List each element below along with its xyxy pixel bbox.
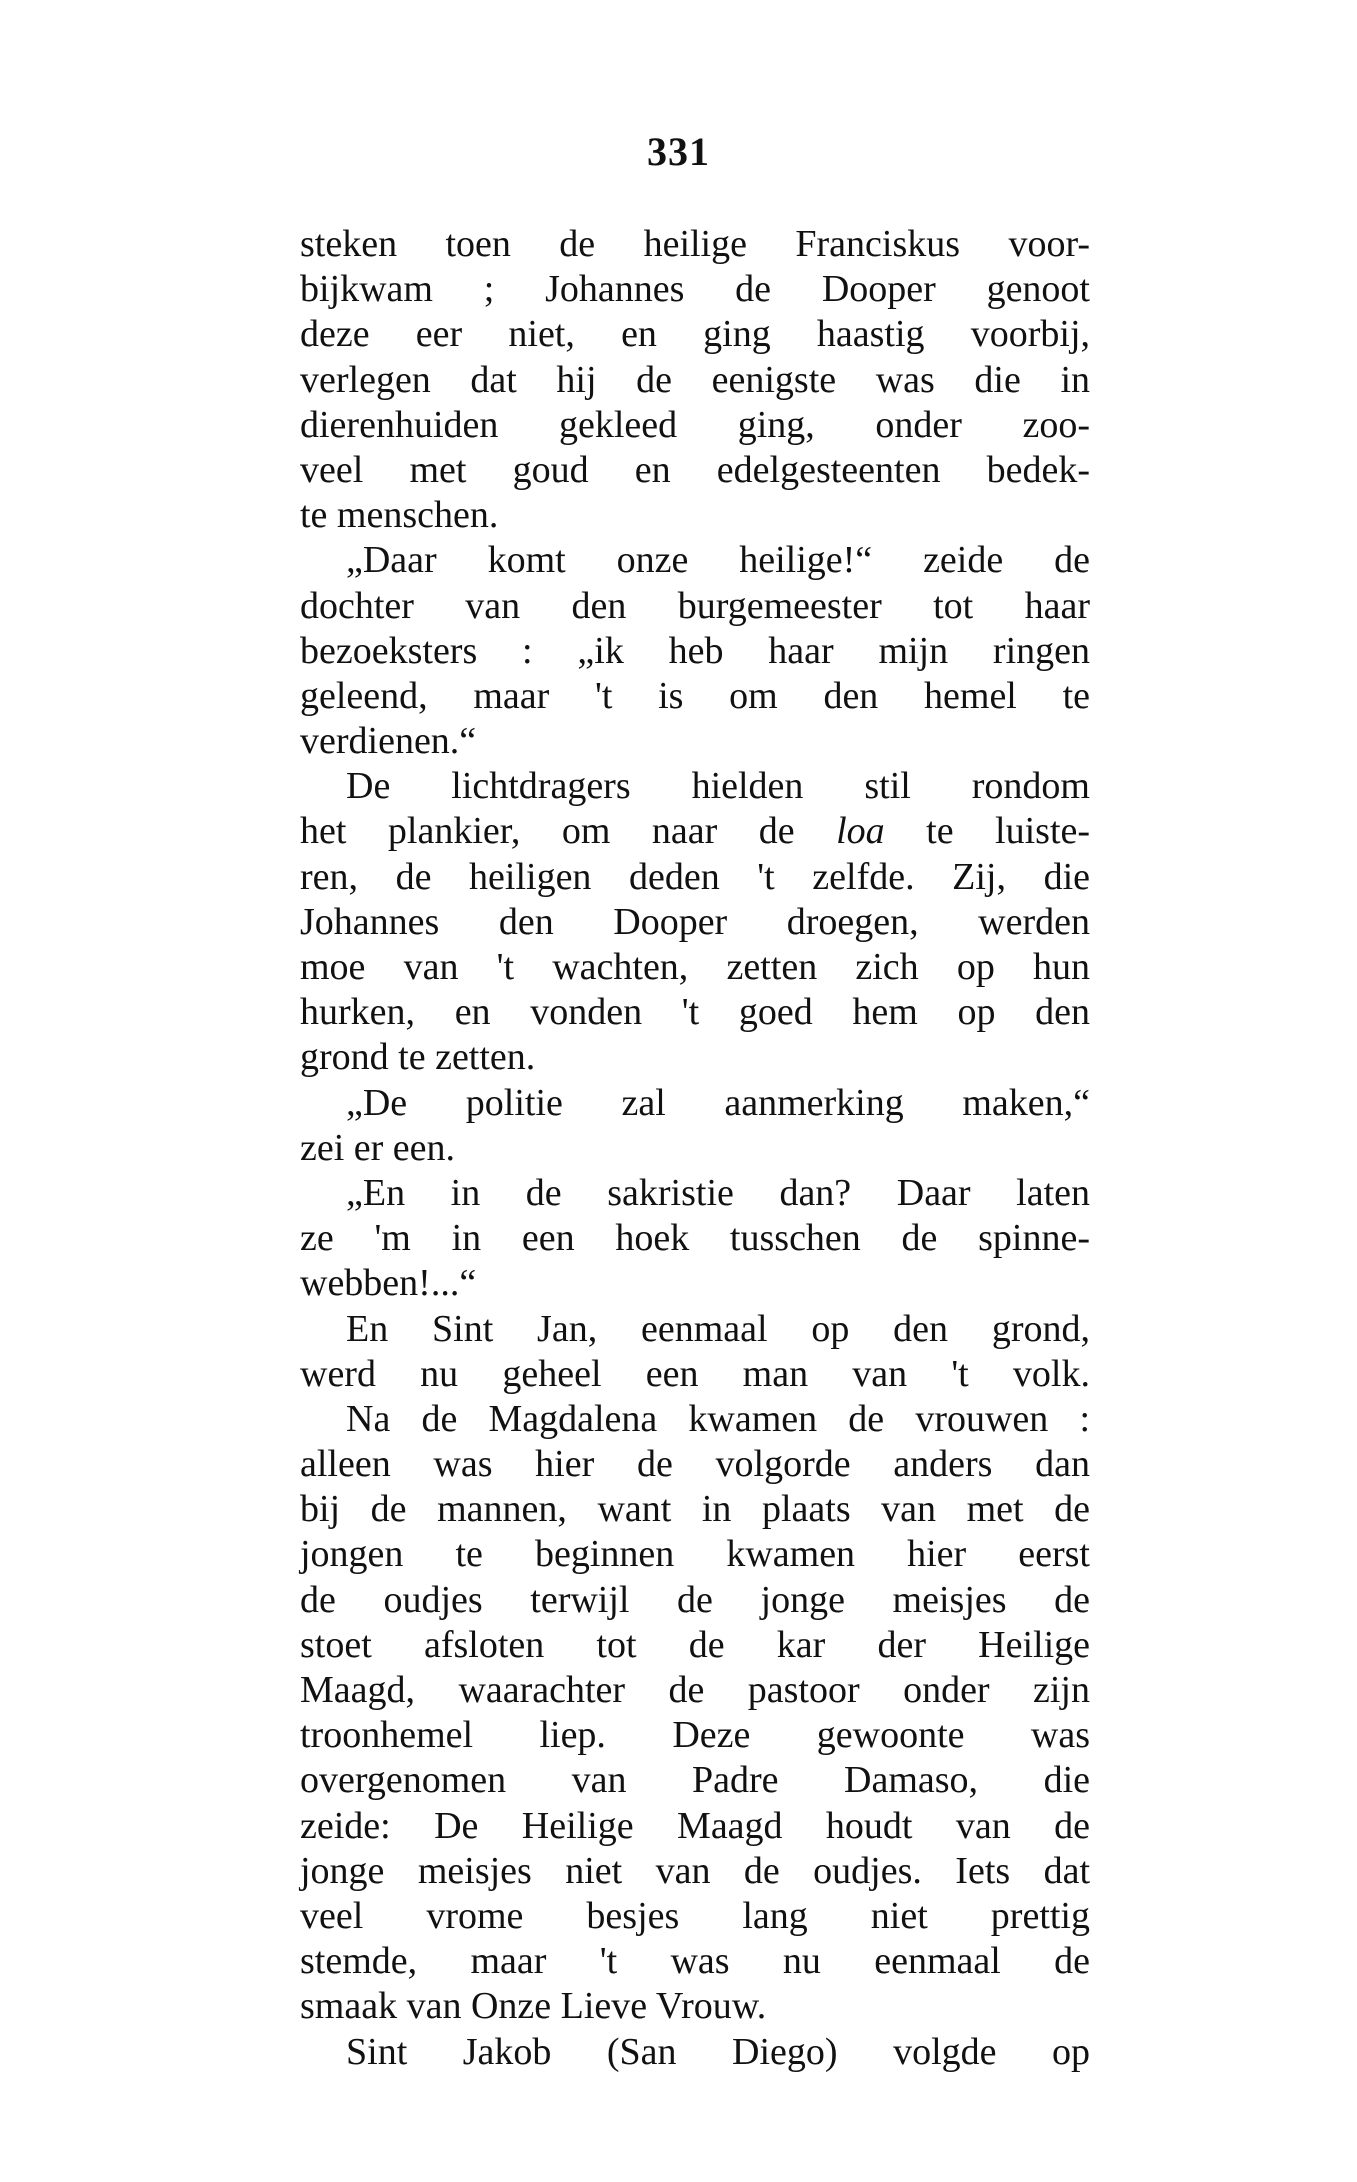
text-line: steken toen de heilige Franciskus voor-: [300, 223, 1090, 265]
text-line: En Sint Jan, eenmaal op den grond,: [346, 1307, 1090, 1350]
text-line: grond te zetten.: [300, 1036, 536, 1079]
text-line: de oudjes terwijl de jonge meisjes de: [300, 1578, 1090, 1621]
text-line: ren, de heiligen deden 't zelfde. Zij, die: [300, 855, 1090, 898]
text-line: „De politie zal aanmerking maken,“: [346, 1081, 1090, 1124]
text-line: troonhemel liep. Deze gewoonte was: [300, 1714, 1090, 1757]
text-line: „En in de sakristie dan? Daar laten: [346, 1171, 1090, 1214]
text-line: jongen te beginnen kwamen hier eerst: [300, 1533, 1090, 1576]
text-line: jonge meisjes niet van de oudjes. Iets dat: [300, 1849, 1090, 1892]
text-line: verdienen.“: [300, 720, 477, 763]
text-line: dierenhuiden gekleed ging, onder zoo-: [300, 403, 1090, 446]
text-line: dochter van den burgemeester tot haar: [300, 584, 1090, 627]
text-line: verlegen dat hij de eenigste was die in: [300, 358, 1090, 401]
text-line: overgenomen van Padre Damaso, die: [300, 1759, 1090, 1802]
text-line: Johannes den Dooper droegen, werden: [300, 900, 1090, 943]
text-line: veel vrome besjes lang niet prettig: [300, 1894, 1090, 1937]
text-line: werd nu geheel een man van 't volk.: [300, 1352, 1090, 1395]
text-line: zeide: De Heilige Maagd houdt van de: [300, 1804, 1090, 1847]
text-segment: te luiste-: [926, 810, 1091, 853]
text-line: zei er een.: [300, 1126, 456, 1169]
text-line: bij de mannen, want in plaats van met de: [300, 1488, 1090, 1531]
text-segment: het plankier, om naar de: [300, 810, 795, 853]
italic-word: loa: [836, 810, 885, 853]
text-line: deze eer niet, en ging haastig voorbij,: [300, 313, 1090, 356]
text-line: Na de Magdalena kwamen de vrouwen :: [346, 1397, 1090, 1440]
text-line: ze 'm in een hoek tusschen de spinne-: [300, 1217, 1090, 1260]
text-line: geleend, maar 't is om den hemel te: [300, 674, 1090, 717]
body-text: [300, 222, 1090, 2075]
text-line: stemde, maar 't was nu eenmaal de: [300, 1940, 1090, 1983]
page-number: 331: [647, 129, 710, 174]
text-line: alleen was hier de volgorde anders dan: [300, 1443, 1090, 1486]
text-line: smaak van Onze Lieve Vrouw.: [300, 1985, 767, 2028]
text-line: webben!...“: [300, 1262, 477, 1305]
text-line-with-italic: [300, 809, 1090, 854]
text-line: hurken, en vonden 't goed hem op den: [300, 991, 1090, 1034]
text-line: te menschen.: [300, 494, 499, 537]
text-line: Sint Jakob (San Diego) volgde op: [346, 2030, 1090, 2073]
text-line: „Daar komt onze heilige!“ zeide de: [346, 539, 1090, 582]
text-line: bijkwam ; Johannes de Dooper genoot: [300, 268, 1090, 311]
text-line: De lichtdragers hielden stil rondom: [346, 765, 1090, 808]
text-line: veel met goud en edelgesteenten bedek-: [300, 448, 1090, 491]
text-line: moe van 't wachten, zetten zich op hun: [300, 946, 1090, 988]
text-line: Maagd, waarachter de pastoor onder zijn: [300, 1669, 1090, 1711]
text-line: stoet afsloten tot de kar der Heilige: [300, 1623, 1090, 1666]
text-line: bezoeksters : „ik heb haar mijn ringen: [300, 629, 1090, 672]
